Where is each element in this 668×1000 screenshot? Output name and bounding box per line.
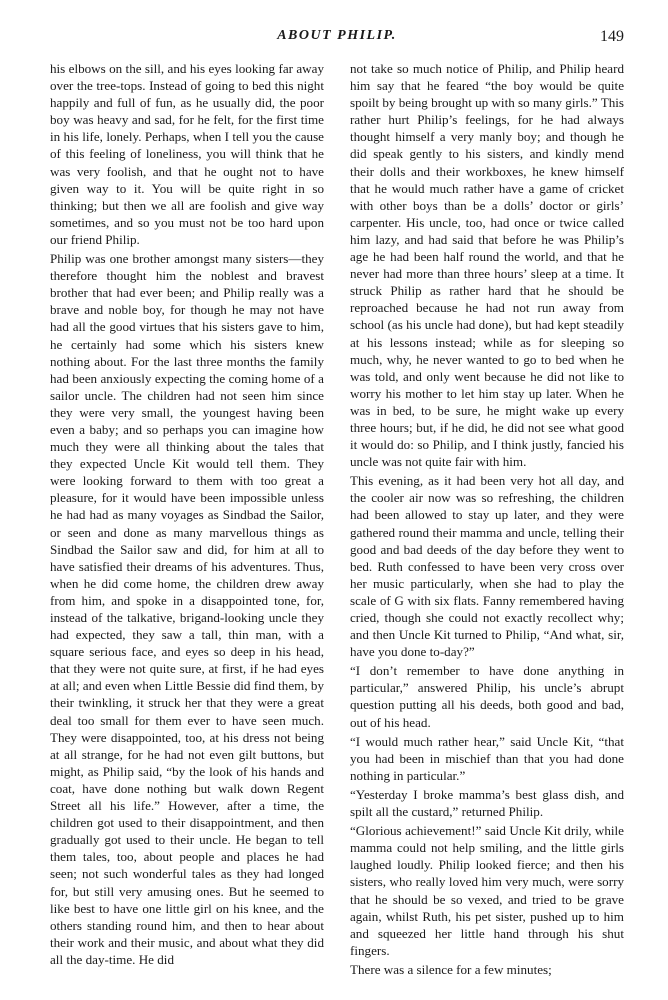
text-columns (50, 60, 624, 977)
right-column (350, 60, 624, 978)
paragraph: “Yesterday I broke mamma’s best glass dish, and spilt all the custard,” returned Philip. (350, 786, 624, 820)
paragraph: “Glorious achievement!” said Uncle Kit drily, while mamma could not help smiling, and the little girls laughed loudly. Philip looked fierce; and then his sisters, who really loved him very much, were sorry that he should be so vexed, and tried to be grave again, whilst Ruth, his pet sister, pushed up to him and squeezed her little hand through his shut fingers. (350, 823, 624, 958)
paragraph: “I don’t remember to have done anything in particular,” answered Philip, his uncle’s abrupt question putting all his deeds, both good and bad, out of his head. (350, 663, 624, 730)
running-title: ABOUT PHILIP. (277, 28, 397, 43)
paragraph: his elbows on the sill, and his eyes looking far away over the tree-tops. Instead of going to bed this night happily and full of fun, as he usually did, the poor boy was heavy and sad, for he felt, for the first time in his life, lonely. Perhaps, when I tell you the cause of this feeling of loneliness, you will think that he was very foolish, and that he ought not to have given way to it. You will be quite right in so thinking; but then we all are foolish and give way sometimes, and so you must not be too hard upon our friend Philip. (50, 61, 324, 247)
page-header (50, 28, 624, 54)
paragraph: This evening, as it had been very hot all day, and the cooler air now was so refreshing, the children had been allowed to stay up later, and they were gathered round their mamma and uncle, telling their good and bad deeds of the day before they went to bed. Ruth confessed to have been very cross over her music particularly, when she had to play the scale of G with six flats. Fanny remembered having cried, though she could not exactly recollect why; and then Uncle Kit turned to Philip, “And what, sir, have you done to-day?” (350, 473, 624, 660)
paragraph: There was a silence for a few minutes; (350, 961, 552, 977)
page-number: 149 (600, 28, 624, 45)
paragraph: not take so much notice of Philip, and Philip heard him say that he feared “the boy would be quite spoilt by being brought up with so many girls.” This rather hurt Philip’s feelings, for he had always thought himself a very manly boy; and though he did speak gently to his sisters, and kindly mend their dolls and their workboxes, he knew himself that he would much rather have a game of cricket with other boys than be a dolls’ doctor or girls’ carpenter. His uncle, too, had once or twice called him lazy, and had said that before he was Philip’s age he had been half round the world, and that he never had more than three hours’ sleep at a time. It struck Philip as rather hard that he should be reproached because he had not run away from school (as his uncle had done), but had kept steadily at his lessons instead; while as for sleeping so much, why, he never wanted to go to bed when he was told, and only went because he did not like to worry his mother to let him stay up later. When he was in bed, to be sure, he might wake up every three hours; but, if he did, he did not see what good it would do: so Philip, and I think justly, fancied his uncle was not quite fair with him. (350, 61, 624, 470)
paragraph: Philip was one brother amongst many sisters—they therefore thought him the noblest and bravest brother that had ever been; and Philip really was a brave and noble boy, for though he may not have had all the good virtues that his sisters gave to him, he certainly had some which his sisters knew nothing about. For the last three months the family had been anxiously expecting the coming home of a sailor uncle. The children had not seen him since they were very small, the youngest having been even a baby; and so perhaps you can imagine how much they were all thinking about the tales that they expected Uncle Kit would tell them. They were looking forward to them with too great a pleasure, for it would have been impossible unless he had had as many voyages as Sindbad the Sailor, or seen and done as many marvellous things as Sindbad the Sailor saw and did, for him at all to have satisfied their dreams of his adventures. Thus, when he did come home, the children drew away from him, and spoke in a disappointed tone, for, instead of the talkative, brigand-looking uncle they had expected, they saw a tall, thin man, with a square serious face, and eyes so deep in his head, that they were not quite sure, at first, if he had eyes at all; and even when Little Bessie did find them, by their twinkling, it struck her that they were a great deal too small for them ever to have seen much. They were disappointed, too, at his dress not being at all strange, for he had not even gilt buttons, but might, as Philip said, “by the look of his hands and coat, have done nothing but walk down Regent Street all his life.” However, after a time, the children got used to their disappointment, and then gradually got used to their uncle. He began to tell them tales, too, about people and places he had seen; not such wonderful tales as they had longed for, but still very amusing ones. But he seemed to like best to have one little girl on his knee, and the others standing round him, and then to hear about their work and their music, and about what they did all the day-time. He did (50, 251, 324, 967)
left-column (50, 60, 324, 968)
paragraph: “I would much rather hear,” said Uncle Kit, “that you had been in mischief than that you had done nothing in particular.” (350, 733, 624, 783)
